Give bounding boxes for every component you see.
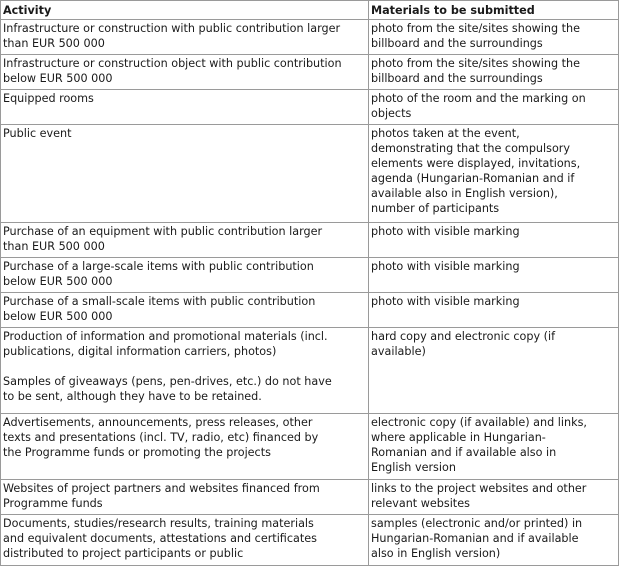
activity-text: Infrastructure or construction object with public contribution below EUR 500 000 — [3, 57, 342, 85]
table-row — [1, 125, 619, 223]
activity-text: Public event — [3, 127, 72, 140]
table-row — [1, 90, 619, 125]
header-activity: Activity — [1, 1, 369, 20]
materials-cell — [369, 258, 619, 293]
activity-text: Equipped rooms — [3, 92, 94, 105]
activity-cell — [1, 258, 369, 293]
materials-cell — [369, 20, 619, 55]
activity-text: Production of information and promotional materials (incl. publications, digital information carriers, photos) — [3, 330, 328, 358]
header-row — [1, 1, 619, 20]
materials-text: photo from the site/sites showing the billboard and the surroundings — [371, 57, 581, 85]
table-row — [1, 20, 619, 55]
activity-cell — [1, 414, 369, 480]
table-row — [1, 328, 619, 414]
activity-text: Purchase of a small-scale items with public contribution below EUR 500 000 — [3, 295, 316, 323]
activity-text: Purchase of a large-scale items with public contribution below EUR 500 000 — [3, 260, 314, 288]
table-row — [1, 414, 619, 480]
activity-cell — [1, 293, 369, 328]
activity-note: Samples of giveaways (pens, pen-drives, etc.) do not have to be sent, although they have to be retained. — [3, 375, 332, 403]
activity-cell — [1, 328, 369, 414]
activity-text: Websites of project partners and websites financed from Programme funds — [3, 482, 320, 510]
materials-text: samples (electronic and/or printed) in Hungarian-Romanian and if available also in English version) — [371, 517, 583, 560]
activity-text: Purchase of an equipment with public contribution larger than EUR 500 000 — [3, 225, 323, 253]
activity-cell — [1, 223, 369, 258]
materials-text: photo of the room and the marking on objects — [371, 92, 586, 120]
materials-cell — [369, 125, 619, 223]
materials-cell — [369, 223, 619, 258]
activity-cell — [1, 480, 369, 515]
activity-cell — [1, 125, 369, 223]
activity-text: Documents, studies/research results, training materials and equivalent documents, attestations and certificates distributed to project participants or public — [3, 517, 317, 560]
materials-cell — [369, 55, 619, 90]
table-row — [1, 258, 619, 293]
materials-cell — [369, 414, 619, 480]
materials-text: photos taken at the event, demonstrating that the compulsory elements were displayed, invitations, agenda (Hungarian-Romanian and if available also in English version), number of participants — [371, 127, 581, 215]
activity-text: Infrastructure or construction with public contribution larger than EUR 500 000 — [3, 22, 341, 50]
table-row — [1, 480, 619, 515]
activity-cell — [1, 20, 369, 55]
materials-text: photo with visible marking — [371, 295, 520, 308]
materials-text: hard copy and electronic copy (if available) — [371, 330, 556, 358]
materials-text: links to the project websites and other relevant websites — [371, 482, 587, 510]
materials-text: photo with visible marking — [371, 260, 520, 273]
activity-cell — [1, 55, 369, 90]
activity-text: Advertisements, announcements, press releases, other texts and presentations (incl. TV, radio, etc) financed by the Programme funds or promoting the projects — [3, 416, 319, 459]
table-row — [1, 223, 619, 258]
materials-text: photo with visible marking — [371, 225, 520, 238]
materials-cell — [369, 480, 619, 515]
materials-cell — [369, 328, 619, 414]
materials-cell — [369, 515, 619, 566]
table-row — [1, 515, 619, 566]
activity-cell — [1, 90, 369, 125]
materials-text: electronic copy (if available) and links, where applicable in Hungarian- Romanian and if available also in English version — [371, 416, 587, 474]
header-materials: Materials to be submitted — [369, 1, 619, 20]
activity-cell — [1, 515, 369, 566]
materials-cell — [369, 293, 619, 328]
table-row — [1, 55, 619, 90]
materials-cell — [369, 90, 619, 125]
table-row — [1, 293, 619, 328]
materials-text: photo from the site/sites showing the billboard and the surroundings — [371, 22, 581, 50]
